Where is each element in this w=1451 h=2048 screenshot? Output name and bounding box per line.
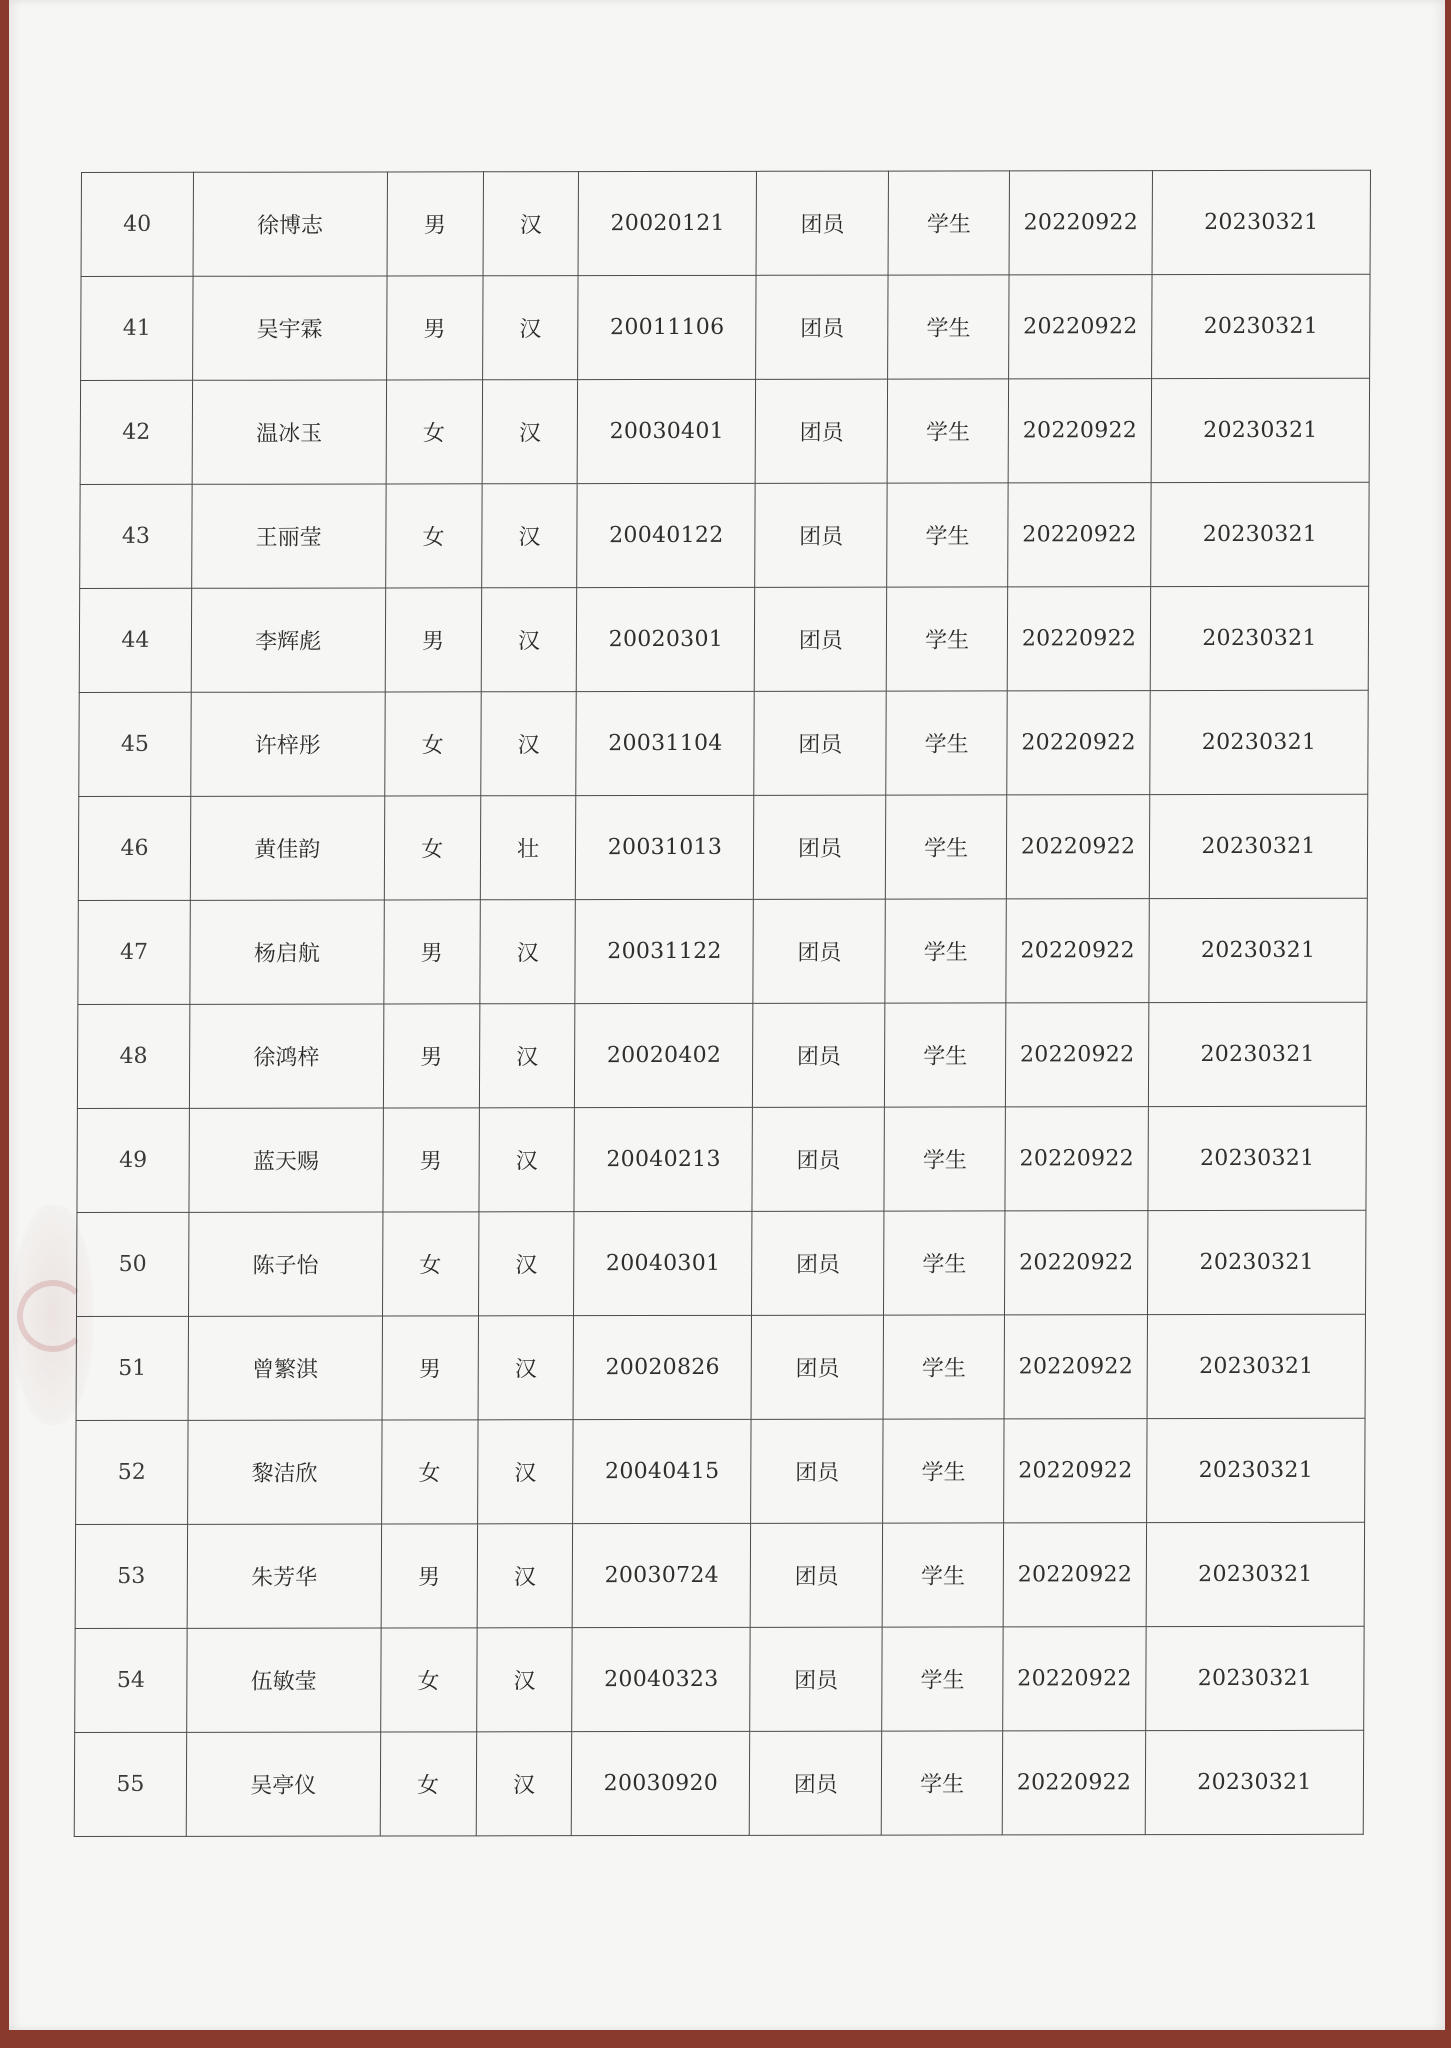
row-number-cell: 48: [77, 1004, 189, 1108]
ethnicity-cell: 汉: [481, 588, 577, 692]
approval-date-cell: 20230321: [1152, 274, 1370, 378]
birth-date-cell: 20040301: [574, 1211, 752, 1315]
occupation-cell: 学生: [888, 171, 1009, 275]
political-status-cell: 团员: [752, 1211, 884, 1315]
table-row: [78, 898, 1367, 1004]
ethnicity-cell: 汉: [483, 172, 579, 276]
approval-date-cell: 20230321: [1149, 794, 1367, 898]
table-row: [81, 170, 1370, 276]
ethnicity-cell: 汉: [482, 276, 578, 380]
ethnicity-cell: 汉: [481, 484, 577, 588]
gender-cell: 男: [385, 588, 481, 692]
approval-date-cell: 20230321: [1148, 1002, 1366, 1106]
gender-cell: 女: [384, 692, 480, 796]
occupation-cell: 学生: [881, 1731, 1002, 1835]
occupation-cell: 学生: [886, 587, 1007, 691]
member-name-cell: 曾繁淇: [188, 1316, 382, 1420]
row-number-cell: 41: [81, 276, 193, 380]
gender-cell: 女: [385, 484, 481, 588]
political-status-cell: 团员: [753, 1003, 885, 1107]
row-number-cell: 47: [78, 900, 190, 1004]
gender-cell: 女: [380, 1628, 476, 1732]
occupation-cell: 学生: [888, 275, 1009, 379]
gender-cell: 男: [387, 172, 483, 276]
row-number-cell: 54: [75, 1628, 187, 1732]
ethnicity-cell: 汉: [477, 1524, 573, 1628]
birth-date-cell: 20020121: [579, 171, 757, 275]
join-date-cell: 20220922: [1004, 1315, 1147, 1419]
birth-date-cell: 20031104: [576, 691, 754, 795]
ethnicity-cell: 汉: [479, 900, 575, 1004]
table-row: [75, 1522, 1364, 1628]
table-row: [81, 274, 1370, 380]
political-status-cell: 团员: [750, 1731, 882, 1835]
occupation-cell: 学生: [886, 795, 1007, 899]
member-name-cell: 伍敏莹: [187, 1628, 381, 1732]
table-row: [76, 1314, 1365, 1420]
table-row: [76, 1418, 1365, 1524]
document-page: [9, 0, 1445, 2030]
table-row: [74, 1730, 1363, 1836]
join-date-cell: 20220922: [1006, 795, 1149, 899]
table-row: [75, 1626, 1364, 1732]
birth-date-cell: 20031122: [575, 899, 753, 1003]
birth-date-cell: 20011106: [578, 275, 756, 379]
ethnicity-cell: 汉: [479, 1004, 575, 1108]
member-name-cell: 黄佳韵: [190, 796, 384, 900]
gender-cell: 女: [380, 1732, 476, 1836]
member-name-cell: 徐博志: [193, 172, 387, 276]
member-name-cell: 朱芳华: [187, 1524, 381, 1628]
join-date-cell: 20220922: [1003, 1523, 1146, 1627]
ethnicity-cell: 汉: [479, 1108, 575, 1212]
approval-date-cell: 20230321: [1145, 1730, 1363, 1834]
approval-date-cell: 20230321: [1148, 1210, 1366, 1314]
political-status-cell: 团员: [753, 899, 885, 1003]
join-date-cell: 20220922: [1009, 171, 1152, 275]
member-name-cell: 吴亭仪: [186, 1732, 380, 1836]
occupation-cell: 学生: [882, 1523, 1003, 1627]
approval-date-cell: 20230321: [1151, 378, 1369, 482]
join-date-cell: 20220922: [1006, 1003, 1149, 1107]
table-row: [77, 1002, 1366, 1108]
ethnicity-cell: 汉: [480, 692, 576, 796]
gender-cell: 男: [384, 900, 480, 1004]
birth-date-cell: 20040122: [577, 483, 755, 587]
approval-date-cell: 20230321: [1148, 1106, 1366, 1210]
ethnicity-cell: 汉: [478, 1316, 574, 1420]
occupation-cell: 学生: [886, 691, 1007, 795]
approval-date-cell: 20230321: [1150, 586, 1368, 690]
row-number-cell: 50: [77, 1212, 189, 1316]
ethnicity-cell: 壮: [480, 796, 576, 900]
approval-date-cell: 20230321: [1149, 898, 1367, 1002]
approval-date-cell: 20230321: [1152, 170, 1370, 274]
row-number-cell: 45: [79, 692, 191, 796]
member-name-cell: 许梓彤: [191, 692, 385, 796]
table-row: [79, 690, 1368, 796]
political-status-cell: 团员: [756, 275, 888, 379]
approval-date-cell: 20230321: [1147, 1418, 1365, 1522]
table-row: [78, 794, 1367, 900]
join-date-cell: 20220922: [1009, 275, 1152, 379]
ethnicity-cell: 汉: [477, 1420, 573, 1524]
gender-cell: 女: [382, 1212, 478, 1316]
occupation-cell: 学生: [882, 1627, 1003, 1731]
ethnicity-cell: 汉: [482, 380, 578, 484]
gender-cell: 男: [381, 1524, 477, 1628]
member-name-cell: 黎洁欣: [187, 1420, 381, 1524]
row-number-cell: 46: [78, 796, 190, 900]
birth-date-cell: 20030920: [572, 1731, 750, 1835]
join-date-cell: 20220922: [1007, 587, 1150, 691]
approval-date-cell: 20230321: [1147, 1314, 1365, 1418]
roster-body: [74, 170, 1370, 1836]
occupation-cell: 学生: [885, 899, 1006, 1003]
row-number-cell: 43: [80, 484, 192, 588]
political-status-cell: 团员: [756, 171, 888, 275]
join-date-cell: 20220922: [1005, 1211, 1148, 1315]
ethnicity-cell: 汉: [476, 1732, 572, 1836]
table-row: [79, 586, 1368, 692]
political-status-cell: 团员: [752, 1107, 884, 1211]
political-status-cell: 团员: [755, 587, 887, 691]
occupation-cell: 学生: [883, 1315, 1004, 1419]
approval-date-cell: 20230321: [1151, 482, 1369, 586]
birth-date-cell: 20040323: [572, 1627, 750, 1731]
table-row: [80, 378, 1369, 484]
political-status-cell: 团员: [756, 379, 888, 483]
row-number-cell: 40: [81, 172, 193, 276]
occupation-cell: 学生: [884, 1211, 1005, 1315]
table-row: [77, 1210, 1366, 1316]
birth-date-cell: 20020402: [575, 1003, 753, 1107]
join-date-cell: 20220922: [1008, 483, 1151, 587]
political-status-cell: 团员: [754, 691, 886, 795]
member-name-cell: 温冰玉: [192, 380, 386, 484]
member-name-cell: 陈子怡: [188, 1212, 382, 1316]
birth-date-cell: 20020826: [574, 1315, 752, 1419]
occupation-cell: 学生: [887, 379, 1008, 483]
member-name-cell: 蓝天赐: [189, 1108, 383, 1212]
birth-date-cell: 20040415: [573, 1419, 751, 1523]
birth-date-cell: 20031013: [576, 795, 754, 899]
occupation-cell: 学生: [884, 1107, 1005, 1211]
political-status-cell: 团员: [754, 795, 886, 899]
gender-cell: 女: [381, 1420, 477, 1524]
approval-date-cell: 20230321: [1146, 1522, 1364, 1626]
row-number-cell: 55: [74, 1732, 186, 1836]
approval-date-cell: 20230321: [1146, 1626, 1364, 1730]
birth-date-cell: 20030401: [578, 379, 756, 483]
occupation-cell: 学生: [885, 1003, 1006, 1107]
member-name-cell: 吴宇霖: [192, 276, 386, 380]
political-status-cell: 团员: [751, 1523, 883, 1627]
approval-date-cell: 20230321: [1150, 690, 1368, 794]
row-number-cell: 44: [79, 588, 191, 692]
join-date-cell: 20220922: [1005, 1107, 1148, 1211]
gender-cell: 男: [383, 1004, 479, 1108]
member-name-cell: 王丽莹: [192, 484, 386, 588]
political-status-cell: 团员: [751, 1315, 883, 1419]
ethnicity-cell: 汉: [478, 1212, 574, 1316]
occupation-cell: 学生: [887, 483, 1008, 587]
member-roster-table: [74, 170, 1371, 1837]
gender-cell: 男: [382, 1316, 478, 1420]
member-name-cell: 杨启航: [190, 900, 384, 1004]
table-row: [80, 482, 1369, 588]
birth-date-cell: 20040213: [574, 1107, 752, 1211]
member-name-cell: 徐鸿梓: [189, 1004, 383, 1108]
occupation-cell: 学生: [883, 1419, 1004, 1523]
birth-date-cell: 20020301: [577, 587, 755, 691]
political-status-cell: 团员: [755, 483, 887, 587]
gender-cell: 男: [386, 276, 482, 380]
join-date-cell: 20220922: [1002, 1731, 1145, 1835]
row-number-cell: 51: [76, 1316, 188, 1420]
join-date-cell: 20220922: [1003, 1627, 1146, 1731]
join-date-cell: 20220922: [1004, 1419, 1147, 1523]
political-status-cell: 团员: [751, 1419, 883, 1523]
join-date-cell: 20220922: [1006, 899, 1149, 1003]
gender-cell: 女: [386, 380, 482, 484]
row-number-cell: 53: [75, 1524, 187, 1628]
political-status-cell: 团员: [750, 1627, 882, 1731]
member-name-cell: 李辉彪: [191, 588, 385, 692]
birth-date-cell: 20030724: [573, 1523, 751, 1627]
ethnicity-cell: 汉: [476, 1628, 572, 1732]
join-date-cell: 20220922: [1008, 379, 1151, 483]
table-row: [77, 1106, 1366, 1212]
gender-cell: 女: [384, 796, 480, 900]
row-number-cell: 42: [80, 380, 192, 484]
join-date-cell: 20220922: [1007, 691, 1150, 795]
gender-cell: 男: [383, 1108, 479, 1212]
row-number-cell: 52: [76, 1420, 188, 1524]
row-number-cell: 49: [77, 1108, 189, 1212]
